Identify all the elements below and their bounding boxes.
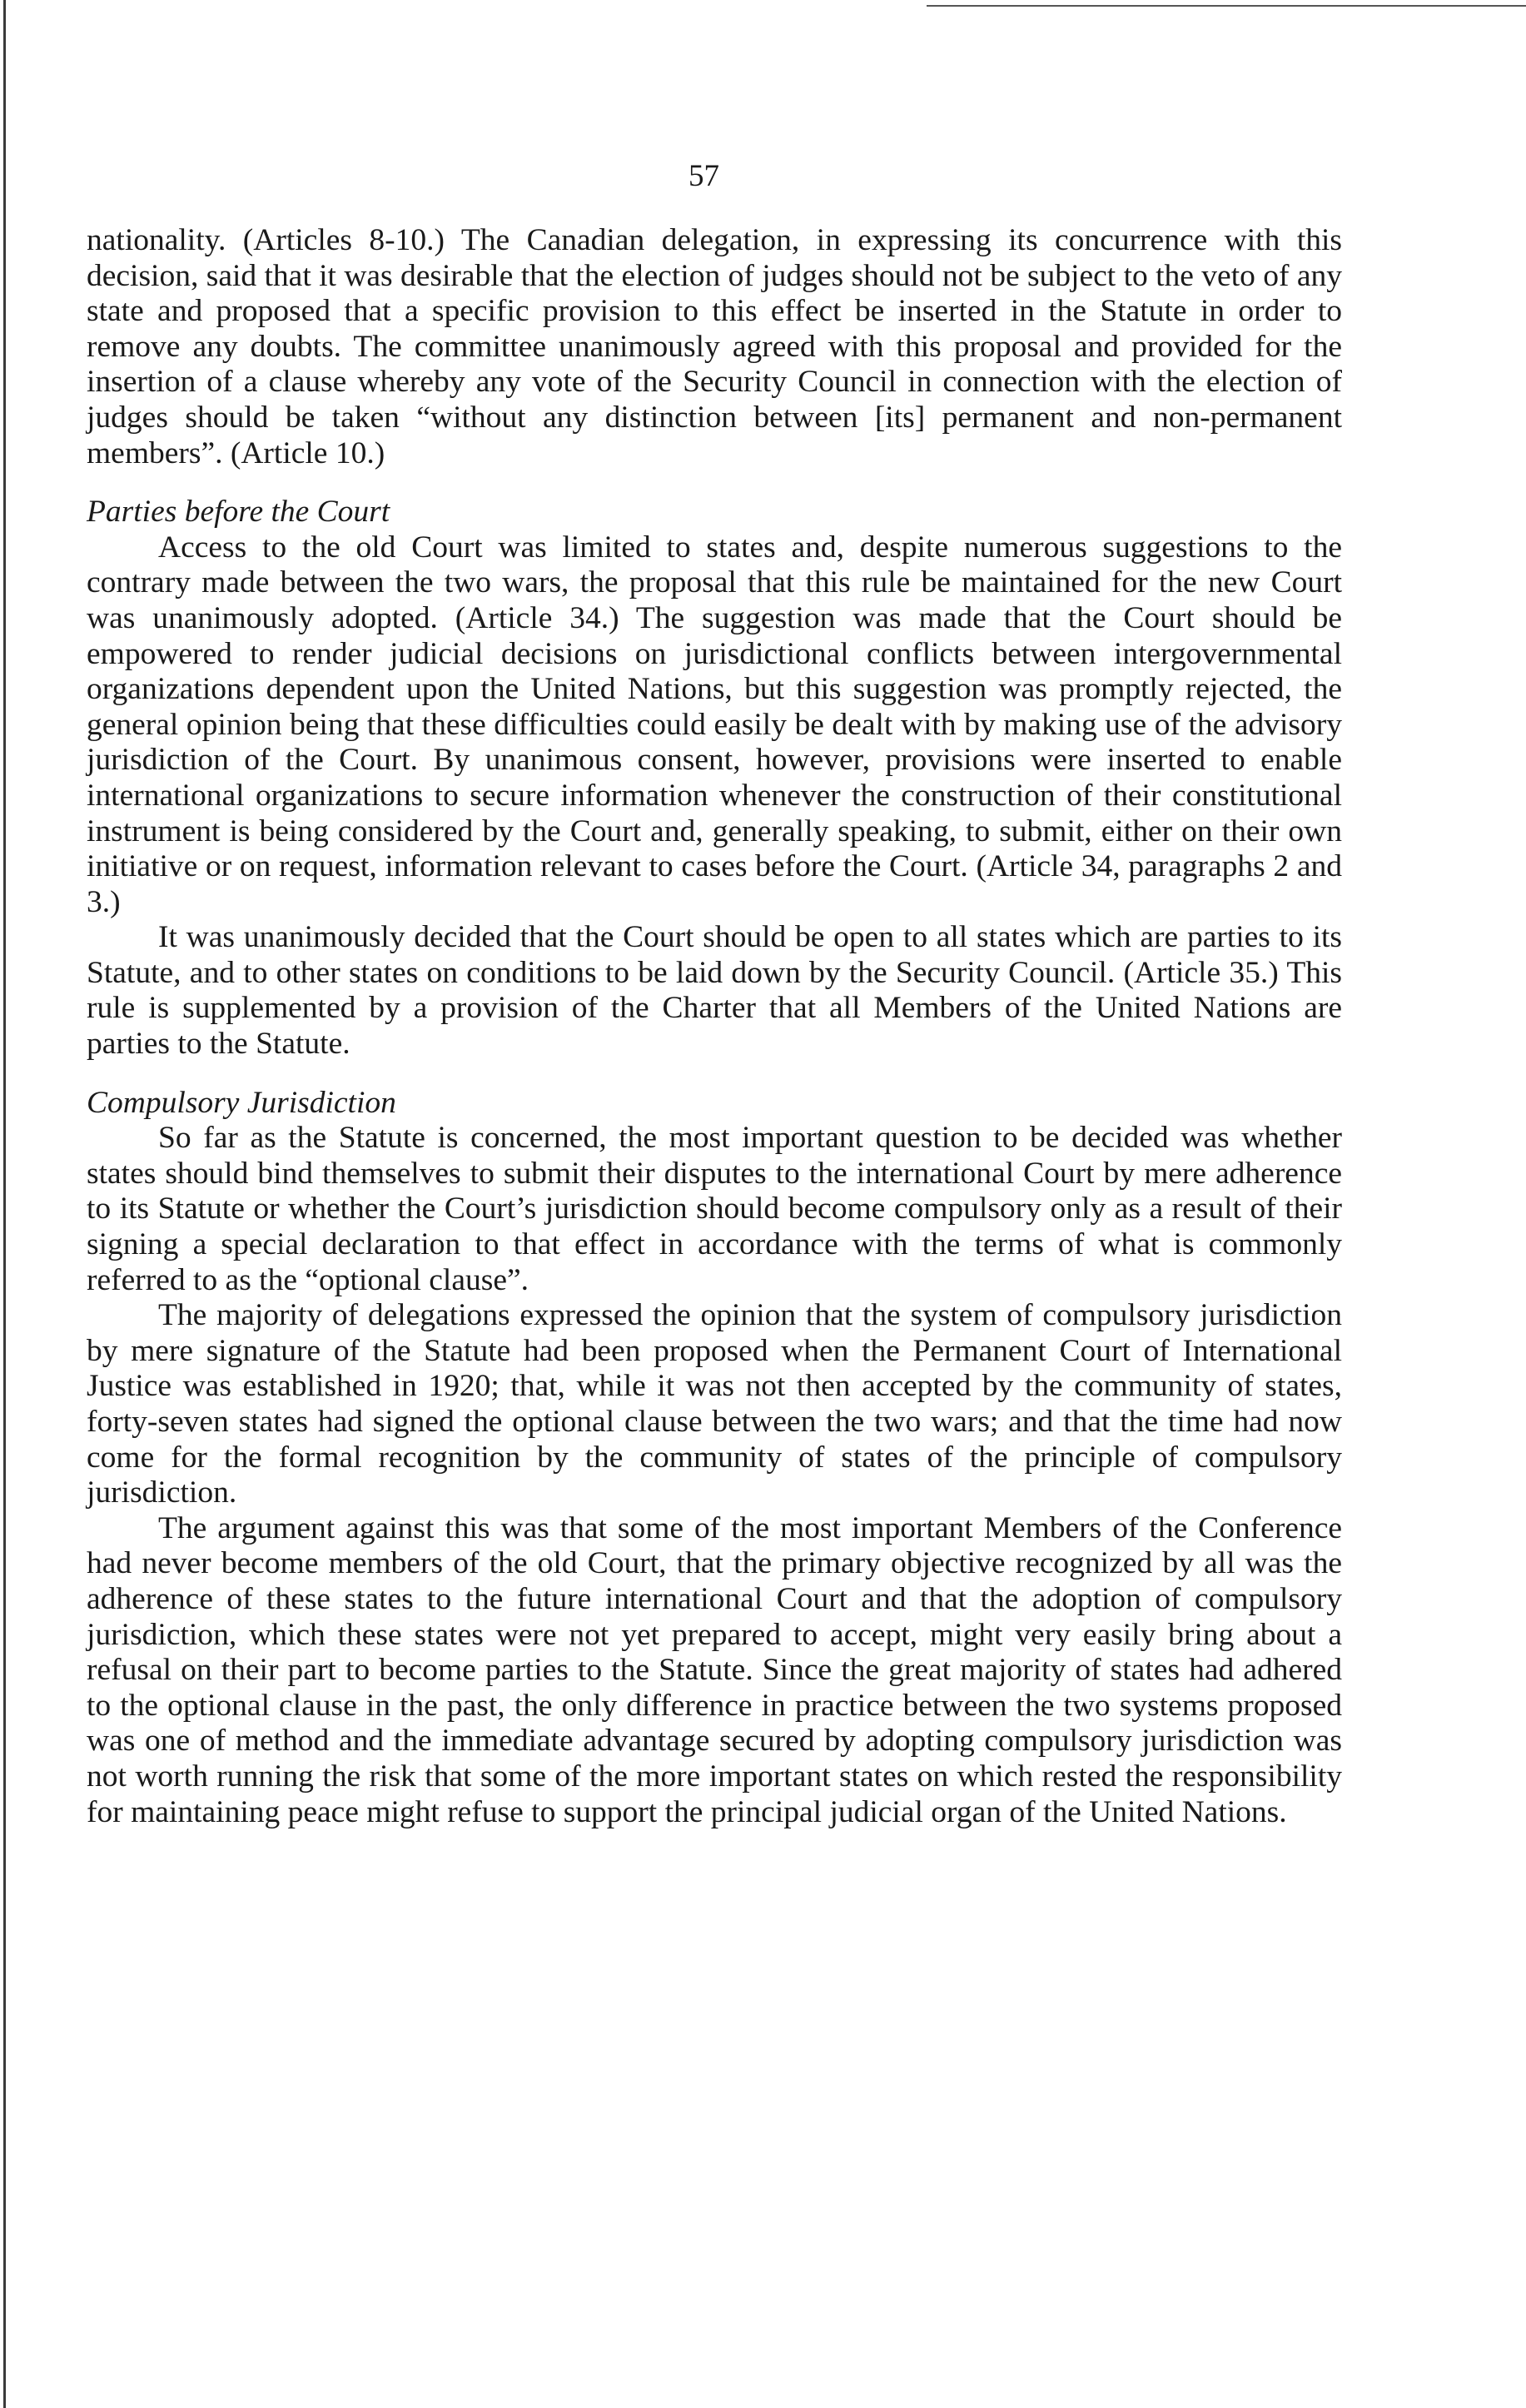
section-heading-parties: Parties before the Court	[87, 495, 390, 530]
body-paragraph: The majority of delegations expressed the opinion that the system of compulsory jurisdiction by mere signature of the Statute had been proposed when the Permanent Court of International Justice was established in 1920; that, while it was not then accepted by the community of states, forty-seven states had signed the optional clause between the two wars; and that the time had now come for the formal recognition by the community of states of the principle of compulsory jurisdiction.	[87, 1298, 1342, 1510]
body-paragraph: The argument against this was that some of the most important Members of the Conference had never become members of the old Court, that the primary objective recognized by all was the adherence of these states to the future international Court and that the adoption of compulsory jurisdiction, which these states were not yet prepared to accept, might very easily bring about a refusal on their part to become parties to the Statute. Since the great majority of states had adhered to the optional clause in the past, the only difference in practice between the two systems proposed was one of method and the immediate advantage secured by adopting compulsory jurisdiction was not worth running the risk that some of the more important states on which rested the responsibility for maintaining peace might refuse to support the principal judicial organ of the United Nations.	[87, 1510, 1342, 1829]
scan-edge-left	[3, 0, 6, 2408]
section-heading-compulsory-jurisdiction: Compulsory Jurisdiction	[87, 1085, 396, 1120]
body-paragraph: nationality. (Articles 8-10.) The Canadian delegation, in expressing its concurrence with this decision, said that it was desirable that the election of judges should not be subject to the veto of any state and proposed that a specific provision to this effect be inserted in the Statute in order to remove any doubts. The committee unanimously agreed with this proposal and provided for the insertion of a clause whereby any vote of the Security Council in connection with the election of judges should be taken “without any distinction between [its] permanent and non-permanent members”. (Article 10.)	[87, 223, 1342, 470]
body-paragraph: Access to the old Court was limited to states and, despite numerous suggestions to the contrary made between the two wars, the proposal that this rule be maintained for the new Court was unanimously adopted. (Article 34.) The suggestion was made that the Court should be empowered to render judicial decisions on jurisdictional conflicts between intergovernmental organizations dependent upon the United Nations, but this suggestion was promptly rejected, the general opinion being that these difficulties could easily be dealt with by making use of the advisory jurisdiction of the Court. By unanimous consent, however, provisions were inserted to enable international organizations to secure information whenever the construction of their constitutional instrument is being considered by the Court and, generally speaking, to submit, either on their own initiative or on request, information relevant to cases before the Court. (Article 34, paragraphs 2 and 3.)	[87, 530, 1342, 919]
body-paragraph: It was unanimously decided that the Court should be open to all states which are parties to its Statute, and to other states on conditions to be laid down by the Security Council. (Article 35.) This rule is supplemented by a provision of the Charter that all Members of the United Nations are parties to the Statute.	[87, 920, 1342, 1062]
body-paragraph: So far as the Statute is concerned, the most important question to be decided was whether states should bind themselves to submit their disputes to the international Court by mere adherence to its Statute or whether the Court’s jurisdiction should become compulsory only as a result of their signing a special declaration to that effect in accordance with the terms of what is commonly referred to as the “optional clause”.	[87, 1121, 1342, 1297]
scan-edge-top	[927, 5, 1526, 7]
page-number: 57	[688, 159, 719, 193]
document-body	[87, 223, 1342, 1830]
